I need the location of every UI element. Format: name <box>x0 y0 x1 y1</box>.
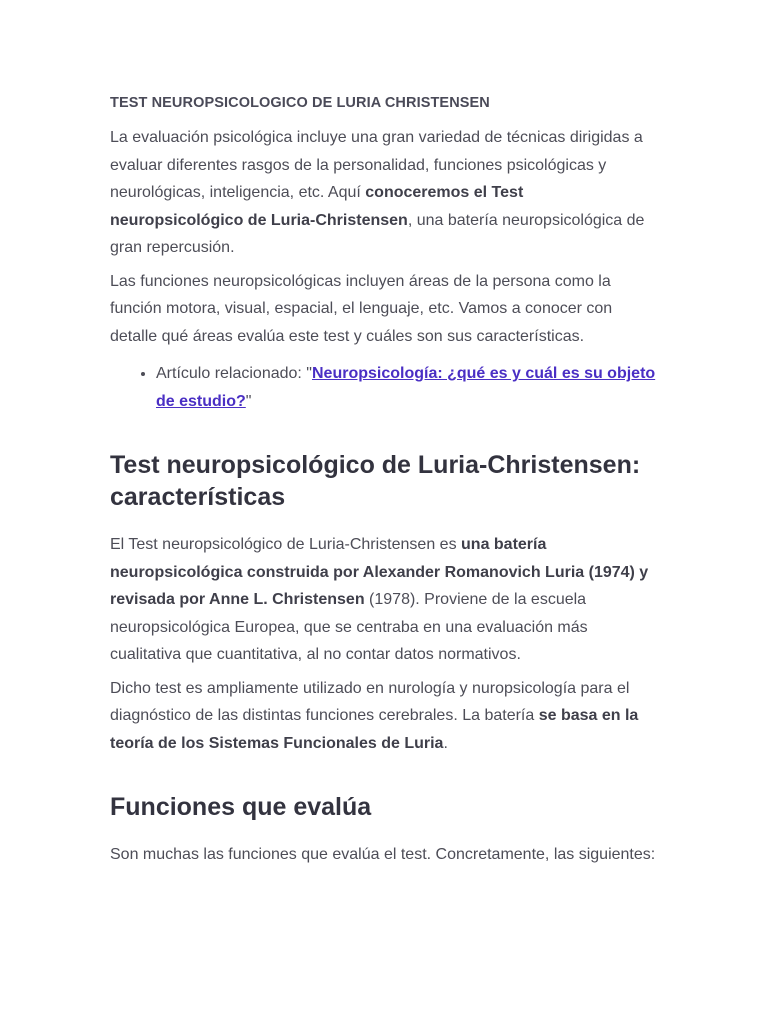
related-article-link[interactable]: Neuropsicología: ¿qué es y cuál es su objeto de estudio? <box>156 365 656 410</box>
related-article-item <box>156 360 660 415</box>
intro-text-start: La evaluación psicológica incluye una gran variedad de técnicas dirigidas a evaluar diferentes rasgos de la personalidad, funciones psicológicas y neurológicas, inteligencia, etc. Aquí <box>110 129 643 201</box>
related-list <box>110 360 660 415</box>
char-p1-bold: una batería neuropsicológica construida por Alexander Romanovich Luria (1974) y revisada por Anne L. Christensen <box>110 536 649 608</box>
char-p1-end: (1978). Proviene de la escuela neuropsicológica Europea, que se centraba en una evaluación más cualitativa que cuantitativa, al no contar datos normativos. <box>110 591 588 663</box>
section-heading-functions: Funciones que evalúa <box>110 793 372 821</box>
article <box>110 92 660 875</box>
intro-text-end: , una batería neuropsicológica de gran repercusión. <box>110 211 645 256</box>
char-p2-bold: se basa en la teoría de los Sistemas Funcionales de Luria <box>110 707 639 752</box>
char-p2-end: . <box>443 734 448 752</box>
characteristics-paragraph-2 <box>110 675 660 758</box>
related-suffix: " <box>245 392 252 410</box>
char-p2-start: Dicho test es ampliamente utilizado en nurología y nuropsicología para el diagnóstico de las distintas funciones cerebrales. La batería <box>110 679 630 724</box>
char-p1-start: El Test neuropsicológico de Luria-Christensen es <box>110 536 462 553</box>
functions-paragraph-1: Son muchas las funciones que evalúa el test. Concretamente, las siguientes: <box>110 846 656 863</box>
section-heading-characteristics: Test neuropsicológico de Luria-Christensen: características <box>110 451 641 511</box>
intro-paragraph-1 <box>110 124 660 262</box>
intro-paragraph-2: Las funciones neuropsicológicas incluyen áreas de la persona como la función motora, visual, espacial, el lenguaje, etc. Vamos a conocer con detalle qué áreas evalúa este test y cuáles son sus características. <box>110 272 613 345</box>
characteristics-paragraph-1 <box>110 531 660 669</box>
intro-bold-text: conoceremos el Test neuropsicológico de Luria-Christensen <box>110 184 524 229</box>
related-prefix: Artículo relacionado: " <box>156 365 312 382</box>
document-title: TEST NEUROPSICOLOGICO DE LURIA CHRISTENSEN <box>110 95 490 111</box>
